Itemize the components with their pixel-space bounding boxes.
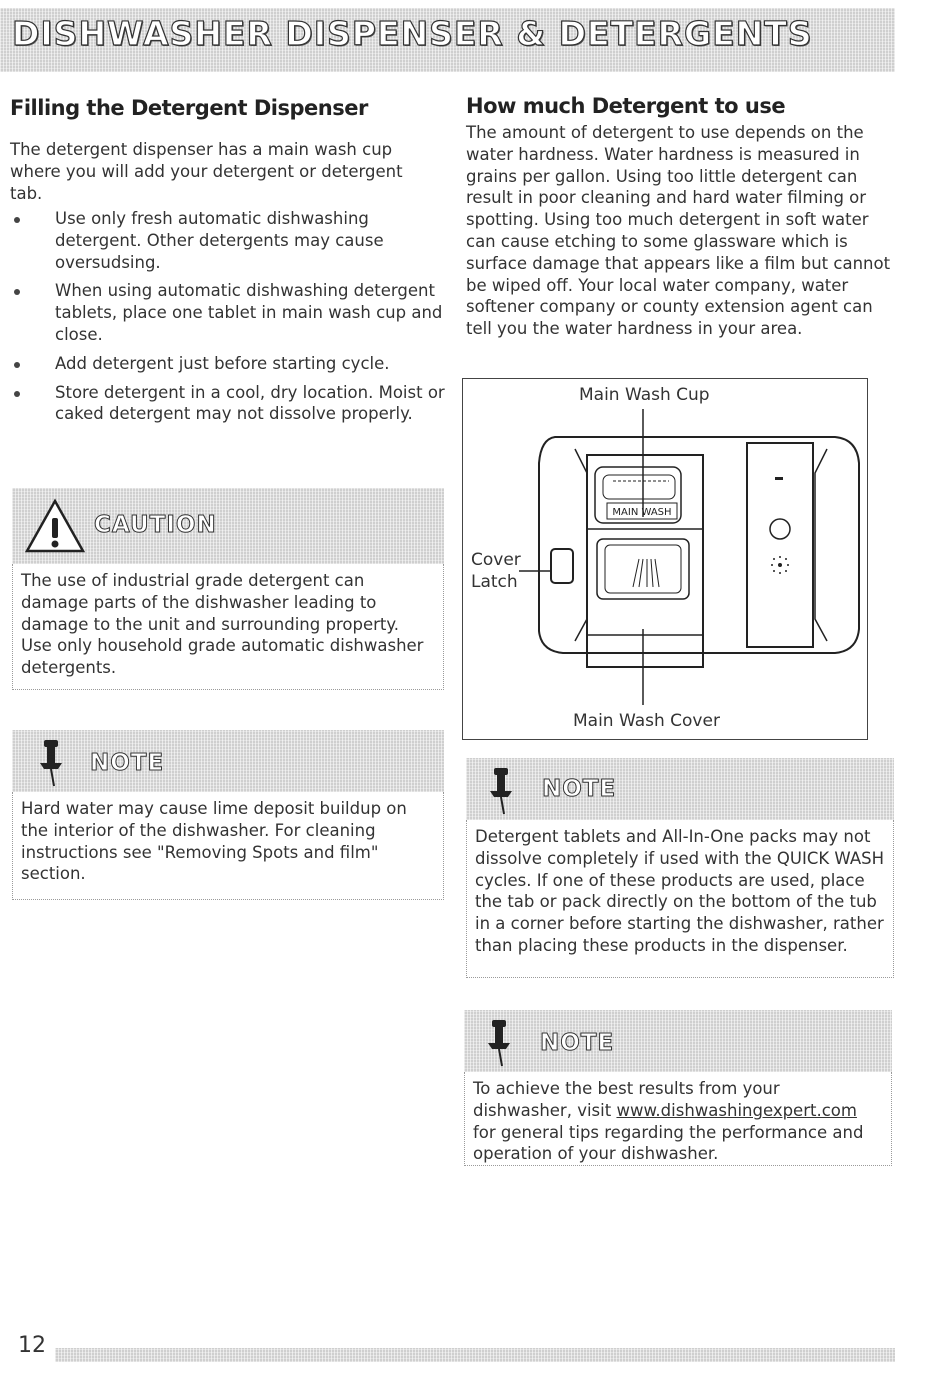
note-body: Hard water may cause lime deposit buildup on the interior of the dishwasher. For cleaning instructions see "Removing Spots and film" section. [12, 792, 444, 900]
main-wash-cup-label: Main Wash Cup [579, 385, 710, 405]
caution-title: CAUTION [94, 512, 217, 538]
note-header [466, 758, 894, 820]
pushpin-icon [484, 766, 528, 818]
note-header [464, 1010, 892, 1072]
note-header [12, 730, 444, 792]
how-much-heading: How much Detergent to use [466, 94, 786, 118]
bullet-icon [14, 217, 20, 223]
bullet-icon [14, 289, 20, 295]
bullet-icon [14, 391, 20, 397]
dispenser-diagram [462, 378, 868, 740]
list-item: When using automatic dishwashing detergent tablets, place one tablet in main wash cup and close. [10, 280, 450, 345]
how-much-body: The amount of detergent to use depends on the water hardness. Water hardness is measured in grains per gallon. Using too little detergent can result in poor cleaning and hard water filming or spotting. Using too much detergent in soft water can cause etching to some glassware which is surface damage that appears like a film but cannot be wiped off. Your local water company, water softener company or county extension agent can tell you the water hardness in your area. [466, 123, 891, 339]
note-title: NOTE [540, 1030, 615, 1056]
cup-marking-text: MAIN WASH [612, 507, 672, 518]
cover-label: Cover [471, 550, 521, 570]
website-link[interactable]: www.dishwashingexpert.com [616, 1100, 857, 1120]
note-body: To achieve the best results from your dishwasher, visit www.dishwashingexpert.com for general tips regarding the performance and operation of your dishwasher. [464, 1072, 892, 1166]
list-item: Use only fresh automatic dishwashing detergent. Other detergents may cause oversudsing. [10, 208, 450, 273]
filling-intro: The detergent dispenser has a main wash cup where you will add your detergent or detergent tab. [10, 140, 403, 203]
note-title: NOTE [90, 750, 165, 776]
dispenser-drawing [463, 379, 867, 739]
list-item: Store detergent in a cool, dry location. Moist or caked detergent may not dissolve properly. [10, 382, 450, 426]
note-body: Detergent tablets and All-In-One packs may not dissolve completely if used with the QUICK WASH cycles. If one of these products are used, place the tab or pack directly on the bottom of the tub in a corner before starting the dishwasher, rather than placing these products in the dispenser. [466, 820, 894, 978]
pushpin-icon [34, 738, 78, 790]
warning-triangle-icon [24, 498, 86, 554]
filling-heading: Filling the Detergent Dispenser [10, 96, 368, 120]
list-item: Add detergent just before starting cycle. [10, 353, 450, 375]
note-box-bottom [464, 1010, 892, 1166]
bullet-icon [14, 362, 20, 368]
page-title: DISHWASHER DISPENSER & DETERGENTS [12, 14, 813, 53]
header-banner [0, 8, 895, 72]
sparkle-icon [771, 556, 789, 574]
caution-header [12, 488, 444, 564]
note-box-right [466, 758, 894, 978]
note-box-left [12, 730, 444, 900]
pushpin-icon [482, 1018, 526, 1070]
page-number: 12 [18, 1333, 46, 1358]
caution-box [12, 488, 444, 690]
main-wash-cover-label: Main Wash Cover [573, 711, 720, 731]
latch-label: Latch [471, 572, 518, 592]
filling-bullet-list [10, 208, 450, 432]
caution-body: The use of industrial grade detergent can damage parts of the dishwasher leading to damage to the unit and surrounding property. Use only household grade automatic dishwasher detergents. [12, 564, 444, 690]
note-title: NOTE [542, 776, 617, 802]
footer-bar [55, 1348, 895, 1362]
